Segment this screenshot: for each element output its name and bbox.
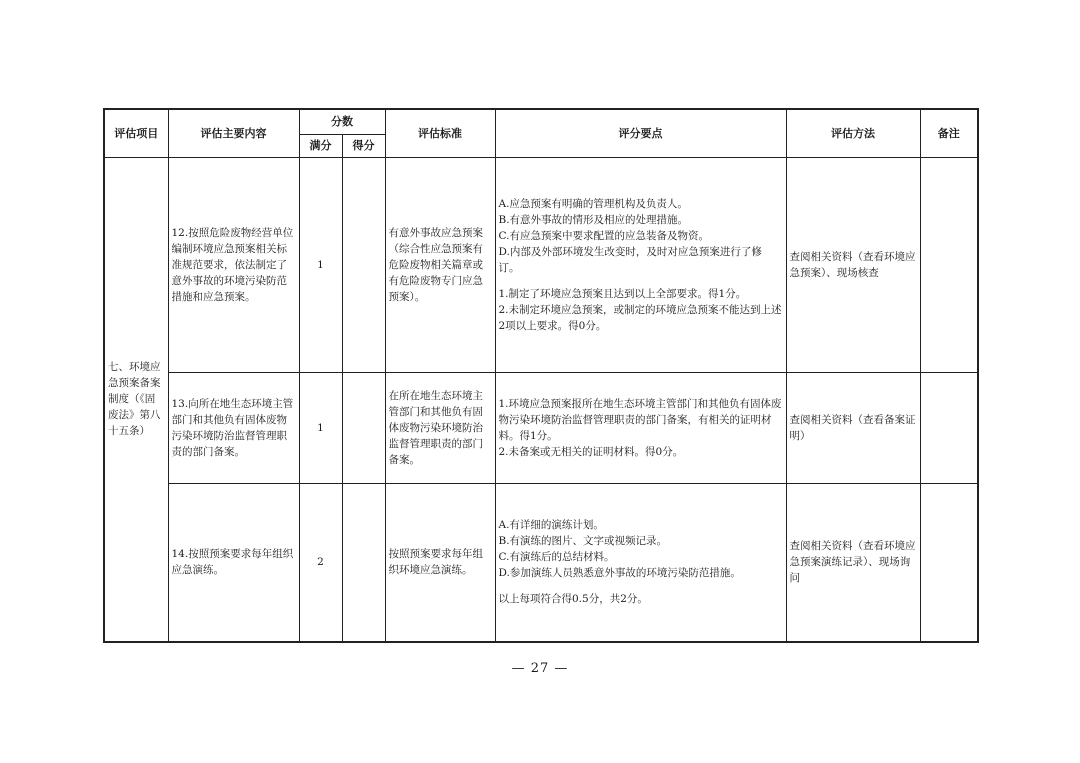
table-row — [104, 373, 978, 484]
standard-cell: 按照预案要求每年组织环境应急演练。 — [385, 484, 495, 642]
point-line: D.内部及外部环境发生改变时，及时对应急预案进行了修订。 — [498, 246, 762, 274]
header-score: 分数 — [299, 109, 385, 135]
category-cell: 七、环境应急预案备案制度（《固废法》第八十五条） — [104, 158, 168, 642]
full-score-cell: 1 — [299, 158, 342, 373]
point-line: A.有详细的演练计划。 — [498, 519, 604, 532]
method-cell: 查阅相关资料（查看环境应急预案演练记录）、现场询问 — [786, 484, 920, 642]
point-line: 2.未制定环境应急预案，或制定的环境应急预案不能达到上述2项以上要求。得0分。 — [498, 304, 782, 332]
got-score-cell — [342, 373, 385, 484]
content-cell: 14.按照预案要求每年组织应急演练。 — [168, 484, 299, 642]
header-item: 评估项目 — [104, 109, 168, 158]
table-row — [104, 158, 978, 373]
evaluation-table — [103, 108, 979, 643]
point-line: C.有应急预案中要求配置的应急装备及物资。 — [498, 230, 709, 242]
full-score-cell: 2 — [299, 484, 342, 642]
point-line: B.有演练的图片、文字或视频记录。 — [498, 535, 668, 548]
point-line: A.应急预案有明确的管理机构及负责人。 — [498, 198, 688, 210]
header-got-score: 得分 — [342, 135, 385, 158]
header-points: 评分要点 — [495, 109, 786, 158]
header-content: 评估主要内容 — [168, 109, 299, 158]
content-cell: 12.按照危险废物经营单位编制环境应急预案相关标准规范要求，依法制定了意外事故的环境污染防范措施和应急预案。 — [168, 158, 299, 373]
point-line: D.参加演练人员熟悉意外事故的环境污染防范措施。 — [498, 567, 741, 580]
points-cell — [495, 158, 786, 373]
remark-cell — [920, 484, 978, 642]
points-cell — [495, 484, 786, 642]
method-cell: 查阅相关资料（查看备案证明） — [786, 373, 920, 484]
page-number: — 27 — — [511, 661, 569, 676]
full-score-cell: 1 — [299, 373, 342, 484]
remark-cell — [920, 158, 978, 373]
point-line: 以上每项符合得0.5分，共2分。 — [498, 593, 648, 606]
point-gap — [499, 276, 783, 286]
point-line: B.有意外事故的情形及相应的处理措施。 — [498, 214, 689, 226]
got-score-cell — [342, 158, 385, 373]
standard-cell: 在所在地生态环境主管部门和其他负有固体废物污染环境防治监督管理职责的部门备案。 — [385, 373, 495, 484]
method-cell: 查阅相关资料（查看环境应急预案）、现场核查 — [786, 158, 920, 373]
table-row — [104, 484, 978, 642]
header-standard: 评估标准 — [385, 109, 495, 158]
point-line: C.有演练后的总结材料。 — [498, 551, 615, 564]
header-full-score: 满分 — [299, 135, 342, 158]
remark-cell — [920, 373, 978, 484]
points-cell — [495, 373, 786, 484]
content-cell: 13.向所在地生态环境主管部门和其他负有固体废物污染环境防治监督管理职责的部门备案。 — [168, 373, 299, 484]
got-score-cell — [342, 484, 385, 642]
header-remark: 备注 — [920, 109, 978, 158]
standard-cell: 有意外事故应急预案（综合性应急预案有危险废物相关篇章或有危险废物专门应急预案）。 — [385, 158, 495, 373]
point-line: 2.未备案或无相关的证明材料。得0分。 — [498, 446, 684, 458]
point-line: 1.环境应急预案报所在地生态环境主管部门和其他负有固体废物污染环境防治监督管理职责的部门备案，有相关的证明材料。得1分。 — [498, 398, 782, 442]
header-method: 评估方法 — [786, 109, 920, 158]
point-line: 1.制定了环境应急预案且达到以上全部要求。得1分。 — [498, 288, 747, 300]
point-gap — [499, 581, 783, 591]
